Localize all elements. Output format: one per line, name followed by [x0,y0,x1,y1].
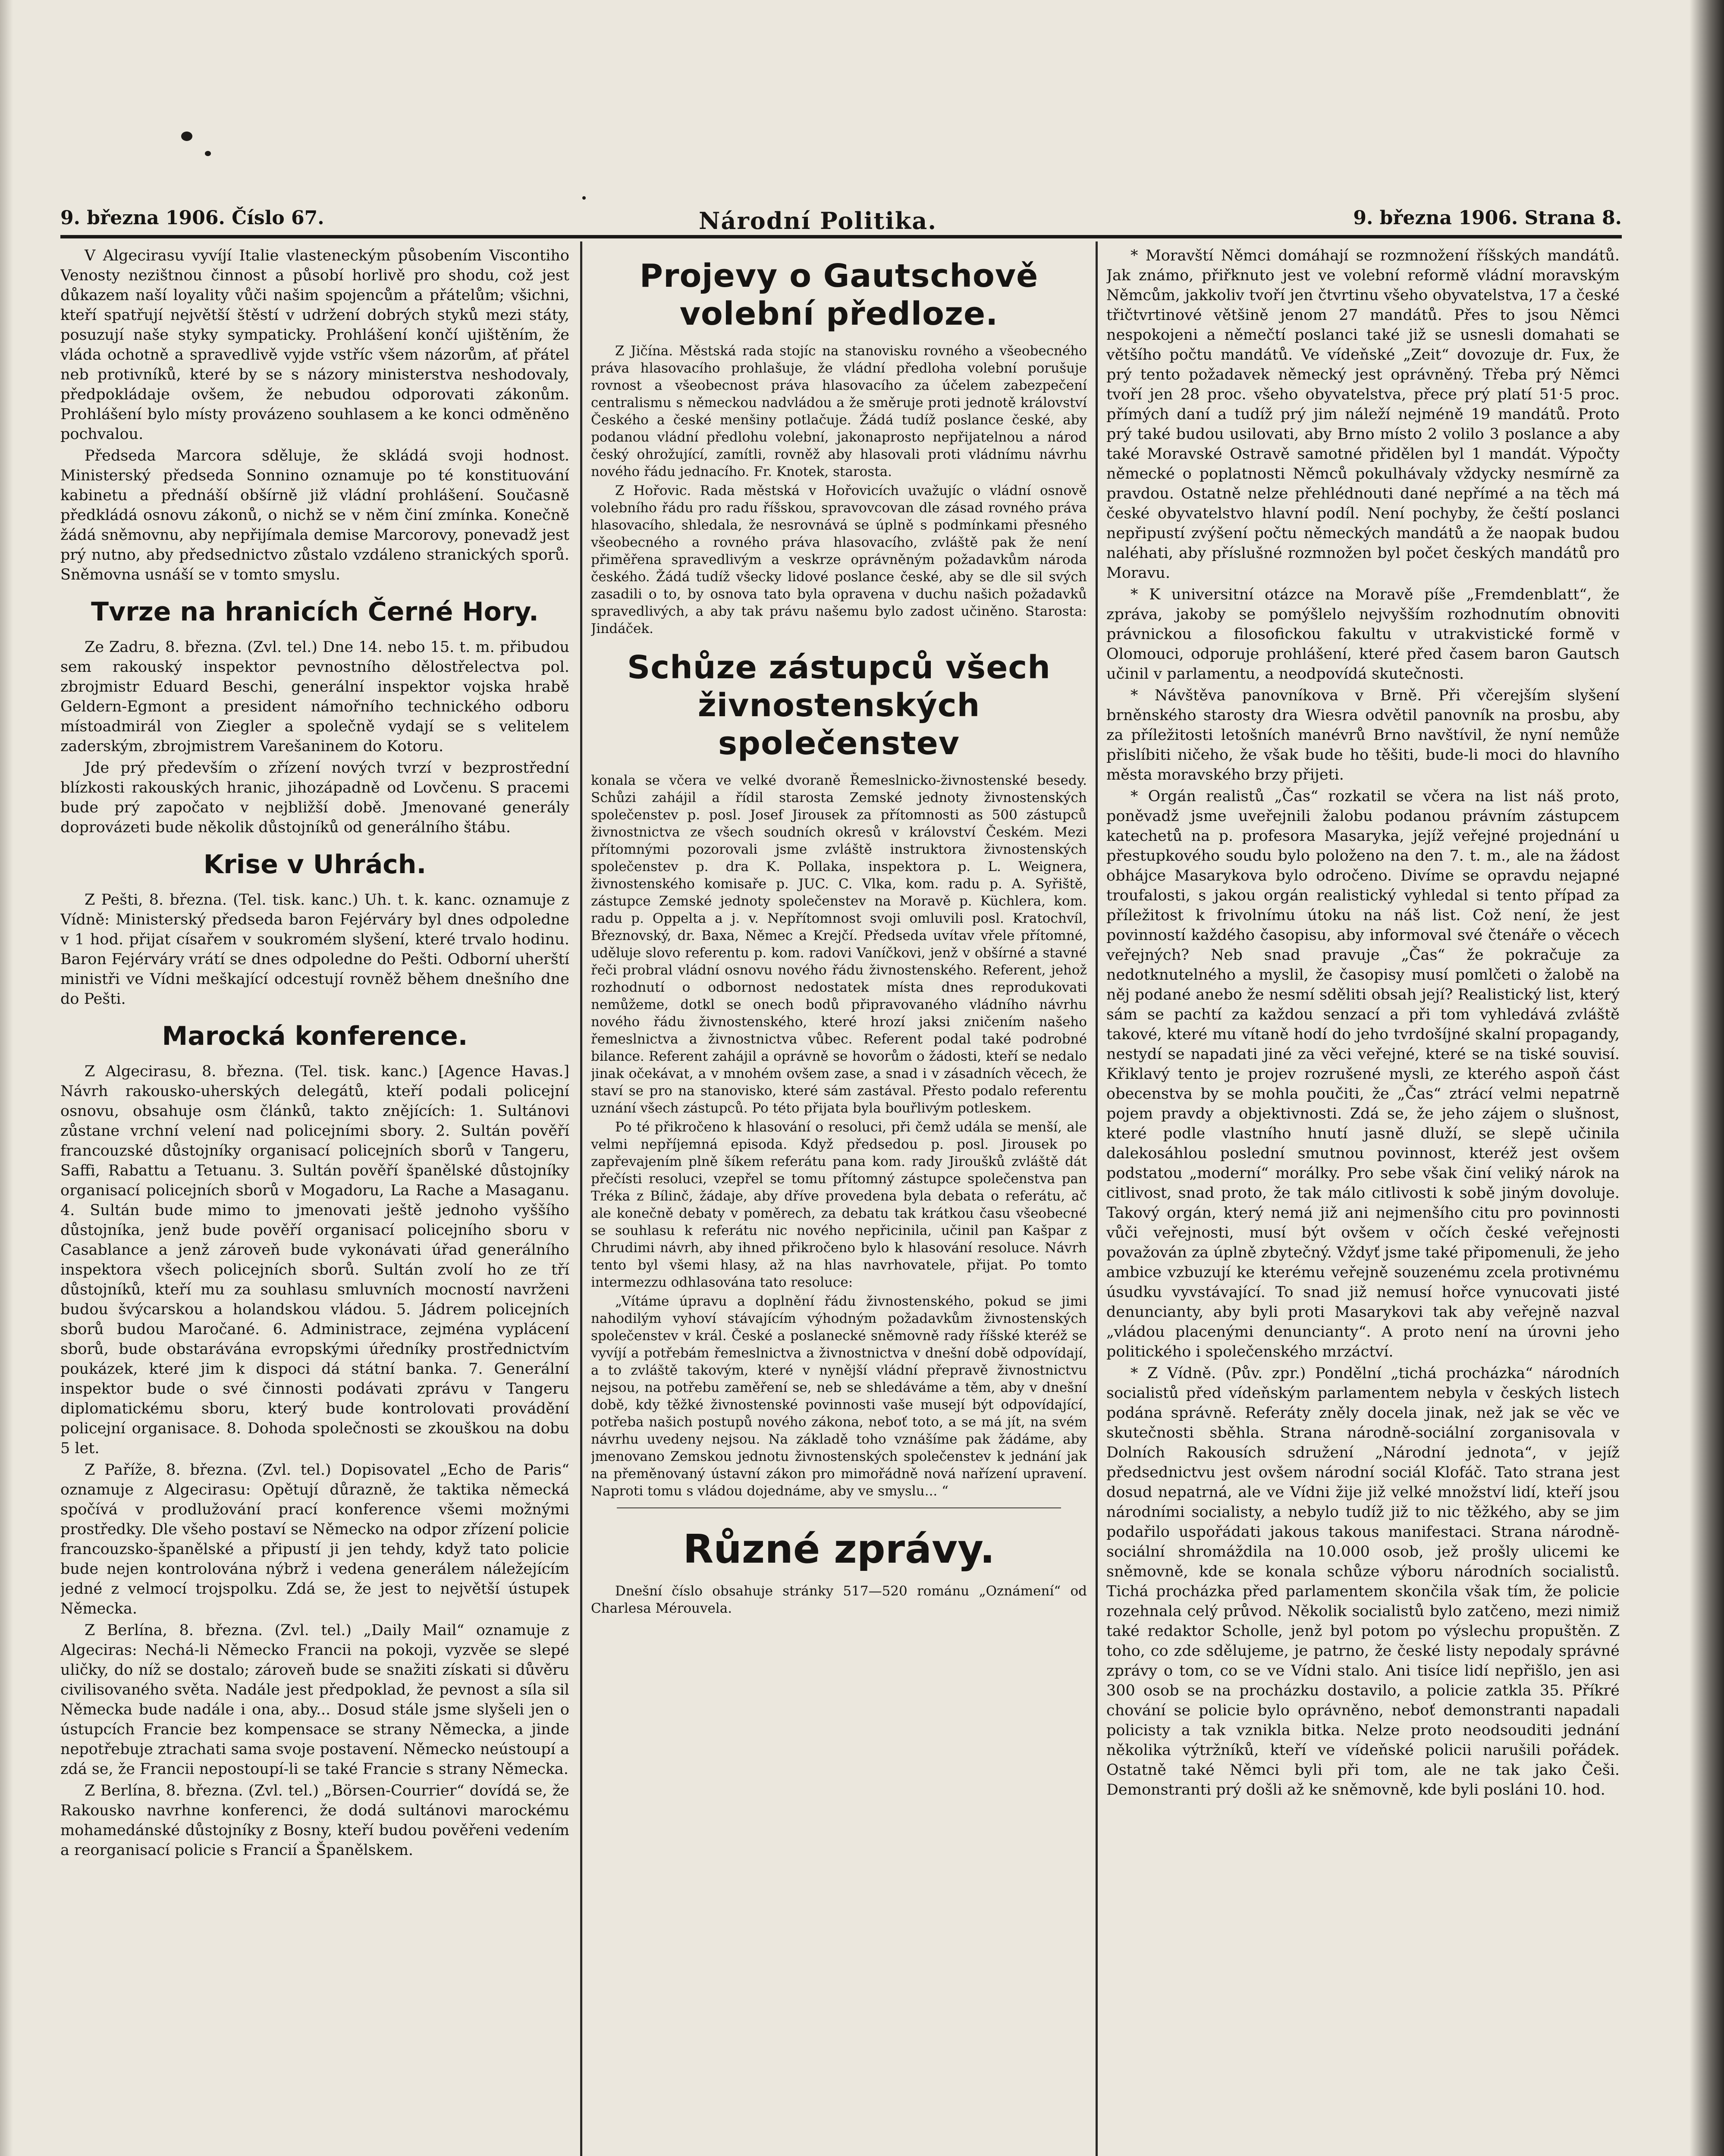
masthead-title: Národní Politika. [699,207,937,235]
paragraph: Z Paříže, 8. března. (Zvl. tel.) Dopisovatel „Echo de Paris“ oznamuje z Algecirasu: Opětují důrazně, že taktika německá spočívá v prodlužování prací konference všemi možnými prostředky. Dle všeho postaví se Německo na odpor zřízení policie francouzsko-španělské a připustí ji jen tehdy, když tato policie bude nejen kontrolována nýbrž i vedena generálem náležejícím jedné z velmocí trojspolku. Zdá se, že jest to největší ústupek Německa. [60,1461,569,1617]
paragraph: Z Berlína, 8. března. (Zvl. tel.) „Daily Mail“ oznamuje z Algeciras: Nechá-li Německo Francii na pokoji, vyzvěe se slepé uličky, do níž se dostalo; zároveň bude se snažiti získati si důvěru civilisovaného světa. Nadále jest předpoklad, že pevnost a síla sil Německa bude nadále i ona, aby... Dosud stále jsme slyšeli jen o ústupcích Francie bez kompensace se strany Německa, a jinde nepotřebuje ztrachati sama svoje postavení. Německo neústoupí a zdá se, že Francii nepostoupí-li se také Francie s strany Německa. [60,1622,569,1778]
article-heading: Projevy o Gautschově volební předloze. [639,257,1039,332]
paragraph: Dnešní číslo obsahuje stránky 517—520 románu „Oznámení“ od Charlesa Mérouvela. [591,1583,1087,1616]
separator-rule [617,1507,1061,1508]
paragraph: „Vítáme úpravu a doplnění řádu živnostenského, pokud se jimi nahodilým vyhoví stávajícím výhodným požadavkům živnostenských společenstev v král. České a poslanecké sněmovně rady říšské kteréž se vyvíjí a potřebám řemeslnictva a živnostnictva v dnešní době odpovídají, a to zvláště takovým, které v nynější vládní přepravě živnostnictvu nejsou, na potřebu zaměření se, neb se shledáváme a těm, aby v dnešní době, kdy těžké živnostenské povinnosti vaše musejí být odpovídající, potřeba našich postupů nového zákona, neboť toto, a se má jít, na svém návrhu uvedeny nejsou. Na základě toho vznášíme pak žádáme, aby jmenovano Zemskou jednotu živnostenských společenstev k jednání jak na přeměnovaný ústavní zákon pro mimořádně nová nařízení upravení. Naproti tomu s vládou dojednáme, aby ve smyslu... “ [591,1294,1087,1499]
paragraph: Po té přikročeno k hlasování o resoluci, při čemž udála se menší, ale velmi nepříjemná episoda. Když předsedou p. posl. Jirousek po zapřevajením plně šíkem referátu pana kom. rady Jiroušků zvláště dát přečísti resoluci, vzepřel se tomu přítomný zástupce společenstva pan Tréka z Bílinč, žádaje, aby dříve provedena byla debata o referátu, ač ale konečně debaty v poměrech, za debatu tak krátkou času všeobecné se souhlasu k referátu nic nového nepřicinila, učinil pan Kašpar z Chrudimi návrh, aby ihned přikročeno bylo k hlasování resoluce. Návrh tento byl všemi hlasy, až na hlas navrhovatele, přijat. Po tomto intermezzu odhlasována tato resoluce: [591,1119,1087,1290]
paragraph: konala se včera ve velké dvoraně Řemeslnicko-živnostenské besedy. Schůzi zahájil a řídil starosta Zemské jednoty živnostenských společenstev p. posl. Josef Jirousek za přítomnosti as 500 zástupců živnostnictva ze všech soudních okresů v království Českém. Mezi přítomnými pozorovali jsme zvláště instruktora živnostenských společenstev p. dra K. Pollaka, inspektora p. L. Weignera, živnostenského komisaře p. JUC. C. Vlka, kom. radu p. A. Syřiště, zástupce Zemské jednoty společenstev na Moravě p. Küchlera, kom. radu p. Oppelta a j. v. Nepřítomnost svoji omluvili posl. Kratochvíl, Březnovský, dr. Baxa, Němec a Krejčí. Předseda uvítav vřele přítomné, uděluje slovo referentu p. kom. radovi Vaníčkovi, jenž v obšírné a stavné řeči probral vládní osnovu nového řádu živnostenského. Referent, jehož rozhodnutí o odbornost nedostatek místa dnes reprodukovati nemůžeme, dotkl se onech bodů připravovaného vládního návrhu nového řádu živnostenského, které hrozí jaksi zničením našeho řemeslnictva a živnostnictva vůbec. Referent podal také podrobné bilance. Referent zahájil a oprávně se hovorům o žádosti, kteří se nedalo jinak očekávat, a v mnohém ovšem zase, a snad i v zásadních věcech, že staví se pro na stanovisko, které sám zastával. Přesto podalo referentu uznání všech zástupců. Po této přijata byla bouřlivým potleskem. [591,773,1087,1116]
paragraph: Z Pešti, 8. března. (Tel. tisk. kanc.) Uh. t. k. kanc. oznamuje z Vídně: Ministerský předseda baron Fejérváry byl dnes odpoledne v 1 hod. přijat císařem v soukromém slyšení, které trvalo hodinu. Baron Fejérváry vrátí se dnes odpoledne do Pešti. Odborní uherští ministři ve Vídni meškající odcestují rovněž během dnešního dne do Pešti. [60,891,569,1008]
column-divider-2 [1096,241,1098,2156]
masthead-rule [60,235,1622,238]
column-2 [591,246,1087,2156]
paragraph: Z Jičína. Městská rada stojíc na stanovisku rovného a všeobecného práva hlasovacího prohlašuje, že vládní předloha volební porušuje rovnost a všeobecnost práva hlasovacího za účelem zabezpečení centralismu s německou nadvládou a že směruje proti jednotě království Českého a české menšiny potlačuje. Žádá tudíž poslance české, aby podanou vládní předlohu volební, jakonaprosto nepřijatelnou a národ český ohrožující, zamítli, rovněž aby hlasovali proti vládnímu návrhu nového řádu jednacího. Fr. Knotek, starosta. [591,343,1087,479]
masthead-date-left: 9. března 1906. Číslo 67. [60,207,324,229]
paragraph: * Orgán realistů „Čas“ rozkatil se včera na list náš proto, poněvadž jsme uveřejnili žalobu podanou právním zástupcem katechetů na p. profesora Masaryka, jejíž veřejné projednání u přestupkového soudu bylo položeno na den 7. t. m., ale na žádost obhájce Masarykova bylo odročeno. Divíme se opravdu nejapné troufalosti, s jakou orgán realistický vyhledal si tento případ za příležitost k frivolnímu útoku na náš list. Což není, že jest povinností každého časopisu, aby informoval své čtenáře o věcech veřejných? Neb snad pravuje „Čas“ že pokračuje za nedotknutelného a myslil, že časopisy musí pomlčeti o žalobě na něj podané anebo že nesmí sděliti obsah její? Realistický list, který sám se pachtí za každou senzací a při tom vyhledává zvláště takové, které mu vítaně hodí do jeho tvrdošíjné skalní propagandy, nestydí se napadati jiné za věci veřejné, které se na tiské souvisí. Křiklavý tento je projev rozrušené mysli, ze kterého aspoň část obecenstva by se mohla poučiti, že „Čas“ ztrácí velmi nepatrně pojem pravdy a objektivnosti. Zdá se, že jeho zájem o slušnost, které podle vlastního hnutí jasně dluží, se slepě učinila dalekosáhlou poslední smutnou povinnost, kteréž jest ovšem podstatou „moderní“ morálky. Pro sebe však činí veliký nárok na citlivost, snad proto, že tak málo citlivosti k sobě jiným dovoluje. Takový orgán, který nemá již ani nejmenšího citu pro povinnosti vůči veřejnosti, musí být ovšem v očích české veřejnosti považován za úplně zbytečný. Vždyť jsme také připomenuli, že jeho ambice vzbuzují ke kterému veřejně souzenému zcela protivnému úsudku vyvstávající. To snad již nemusí hořce vynucovati jisté denuncianty, aby byli proti Masarykovi tak aby veřejně nazval „vládou placenými denuncianty“. A proto není na úrovni jeho politického i společenského mrzáctví. [1106,788,1620,1360]
ink-speck [582,196,586,200]
paragraph: * K universitní otázce na Moravě píše „Fremdenblatt“, že zpráva, jakoby se pomýšlelo nejvyšším rozhodnutím obnoviti právnickou a filosofickou fakultu v utrakvistické formě v Olomouci, odporuje prohlášení, které před časem baron Gautsch učinil v parlamentu, a neodpovídá skutečnosti. [1106,586,1620,683]
article-heading: Různé zprávy. [683,1526,995,1572]
paragraph: Z Hořovic. Rada městská v Hořovicích uvažujíc o vládní osnově volebního řádu pro radu říšskou, spravovcovan dle zásad rovného práva hlasovacího, shledala, že nesrovnává se úplně s podmínkami přesného všeobecného a rovného práva hlasovacího, zvláště pak že není přiměřena spravedlivým a veskrze oprávněným požadavkům národa českého. Žádá tudíž všecky lidové poslance české, aby se dle sil svých zasadili o to, by osnova tato byla opravena v duchu našich požadavků spravedlivých, a aby tak právu našemu bylo zadost učiněno. Starosta: Jindáček. [591,483,1087,636]
article-heading: Tvrze na hranicích Černé Hory. [91,597,539,627]
masthead [60,207,1622,237]
page-edge-left [0,0,13,2156]
column-3 [1106,246,1620,2156]
column-1 [60,246,569,2156]
page-edge-right [1689,0,1724,2156]
masthead-date-right: 9. března 1906. Strana 8. [1353,207,1622,229]
paragraph: Předseda Marcora sděluje, že skládá svoji hodnost. Ministerský předseda Sonnino oznamuje po té konstituování kabinetu a přednáší obšírně již vládní prohlášení. Současně předkládá osnovu zákonů, o nichž se v něm činí zmínka. Konečně žádá sněmovnu, aby nepřijímala demise Marcorovy, ponevadž jest prý nutno, aby předsednictvo zůstalo vzdáleno stranických sporů. Sněmovna usnáší se v tomto smyslu. [60,447,569,583]
paragraph: Z Algecirasu, 8. března. (Tel. tisk. kanc.) [Agence Havas.] Návrh rakousko-uherských delegátů, kteří podali policejní osnovu, obsahuje osm článků, takto znějících: 1. Sultánovi zůstane vrchní velení nad policejními sbory. 2. Sultán pověří francouzské důstojníky organisací policejních sborů v Tangeru, Saffi, Rabattu a Tetuanu. 3. Sultán pověří španělské důstojníky organisací policejních sborů v Mogadoru, La Rache a Masaganu. 4. Sultán bude mimo to jmenovati ještě jednoho vyššího důstojníka, jenž bude pověří organisací policejního sboru v Casablance a jenž zároveň bude vykonávati úřad generálního inspektora všech policejních sborů. Sultán zvolí ho ze tří důstojníků, kteří mu za souhlasu smluvních mocností navrženi budou švýcarskou a holandskou vládou. 5. Jádrem policejních sborů budou Maročané. 6. Administrace, zejména vyplácení sborů, bude obstarávána evropskými úředníky prostřednictvím poukázek, které jim k dispoci dá státní banka. 7. Generální inspektor bude o své činnosti podávati zprávu v Tangeru diplomatickému sboru, který bude kontrolovati provádění policejní organisace. 8. Dohoda společnosti se zkouškou na dobu 5 let. [60,1063,569,1457]
paragraph: Ze Zadru, 8. března. (Zvl. tel.) Dne 14. nebo 15. t. m. přibudou sem rakouský inspektor pevnostního dělostřelectva pol. zbrojmistr Eduard Beschi, generální inspektor vojska hrabě Geldern-Egmont a president námořního technického odboru místoadmirál von Ziegler a společně vydají se s velitelem zaderským, zbrojmistrem Varešaninem do Kotoru. [60,639,569,755]
article-heading: Krise v Uhrách. [203,849,427,880]
paragraph: Z Berlína, 8. března. (Zvl. tel.) „Börsen-Courrier“ dovídá se, že Rakousko navrhne konferenci, že dodá sultánovi marockému mohamedánské důstojníky z Bosny, kteří budou pověřeni vedením a reorganisací policie s Francií a Španělskem. [60,1782,569,1859]
paragraph: * Z Vídně. (Pův. zpr.) Pondělní „tichá procházka“ národních socialistů před vídeňským parlamentem nebyla v českých listech podána správně. Referáty zněly docela jinak, než jak se věc ve skutečnosti sběhla. Strana národně-sociální zorganisovala v Dolních Rakousích sdružení „Národní jednota“, v jejíž předsednictvu jest ovšem národní sociál Klofáč. Tato strana jest dosud nepatrná, ale ve Vídni žije již velké množství lidí, kteří jsou národními socialisty, a nebylo tudíž již to nic těžkého, aby se jim podařilo uspořádati jakous takous manifestaci. Strana národně-sociální shromáždila na 10.000 osob, jež prošly ulicemi ke sněmovně, kde se konala schůze výboru národních socialistů. Tichá procházka před parlamentem skončila však tím, že policie rozehnala celý průvod. Několik socialistů bylo zatčeno, mezi nimiž také redaktor Scholle, jenž byl potom po výslechu propuštěn. Z toho, co zde sdělujeme, je patrno, že české listy nepodaly správné zprávy o tom, co se ve Vídni stalo. Ani tisíce lidí nepřišlo, jen asi 300 osob se na procházku dostavilo, a policie zatkla 35. Příkré chování se policie bylo oprávněno, neboť demonstranti napadali policisty a tak vznikla bitka. Nelze proto neodsouditi jednání několika výtržníků, kteří ve vídeňské policii narušili pořádek. Ostatně také Němci byli při tom, ale ne tak jako Češi. Demonstranti prý došli až ke sněmovně, kde byli posláni 10. hod. [1106,1365,1620,1799]
article-heading: Schůze zástupců všech živnostenských společenstev [627,649,1051,762]
article-heading: Marocká konference. [162,1021,468,1051]
column-divider-1 [580,241,582,2156]
paragraph: V Algecirasu vyvíjí Italie vlasteneckým působením Viscontiho Venosty nezištnou činnost a působí horlivě pro shodu, což jest důkazem naší loyality vůči našim spojencům a přátelům; všichni, kteří spatřují největší štěstí v udržení dobrých styků mezi státy, posuzují naše styky sympaticky. Prohlášení končí ujištěním, že vláda ochotně a spravedlivě vyjde vstříc všem názorům, ať přátel neb protivníků, které by se s názory ministerstva neshodovaly, předpokládaje ovšem, že nebudou odporovati zákonům. Prohlášení bylo místy provázeno souhlasem a ke konci odměněno pochvalou. [60,247,569,443]
paragraph: Jde prý především o zřízení nových tvrzí v bezprostřední blízkosti rakouských hranic, jihozápadně od Lovčenu. S pracemi bude prý započato v nejbližší době. Jmenované generály doprovázeti bude několik důstojníků od generálního štábu. [60,759,569,836]
ink-speck [181,132,192,141]
paragraph: * Moravští Němci domáhají se rozmnožení říšských mandátů. Jak známo, přiřknuto jest ve volební reformě vládní moravským Němcům, jakkoliv tvoří jen čtvrtinu všeho obyvatelstva, 17 a české třičtvrtinové většině jenom 27 mandátů. Přes to jsou Němci nespokojeni a němečtí poslanci také již se usnesli domahati se většího počtu mandátů. Ve vídeňské „Zeit“ dovozuje dr. Fux, že prý tento požadavek německý jest oprávněný. Třeba prý Němci tvoří jen 28 proc. všeho obyvatelstva, přece prý platí 51·5 proc. přímých daní a tudíž prý jim náleží nejméně 19 mandátů. Proto prý také budou usilovati, aby Brno místo 2 volilo 3 poslance a aby také Moravské Ostravě samotné přidělen byl 1 mandát. Výpočty německé o poplatnosti Němců pokulhávaly vždycky nesmírně za pravdou. Ostatně nelze přehlédnouti dané nepřímé a na těch má české obyvatelstvo hlavní podíl. Není pochyby, že čeští poslanci nepřipustí zvýšení počtu německých mandátů a že naopak budou naléhati, aby příslušné rozmnožen byl počet českých mandátů pro Moravu. [1106,247,1620,582]
paragraph: * Návštěva panovníkova v Brně. Při včerejším slyšení brněnského starosty dra Wiesra odvětil panovník na prosbu, aby za příležitosti letošních manévrů Brno navštívil, že nyní nemůže přislíbiti ničeho, že však bude ho těšiti, bude-li moci do hlavního města moravského brzy přijeti. [1106,687,1620,783]
ink-speck [205,151,211,156]
